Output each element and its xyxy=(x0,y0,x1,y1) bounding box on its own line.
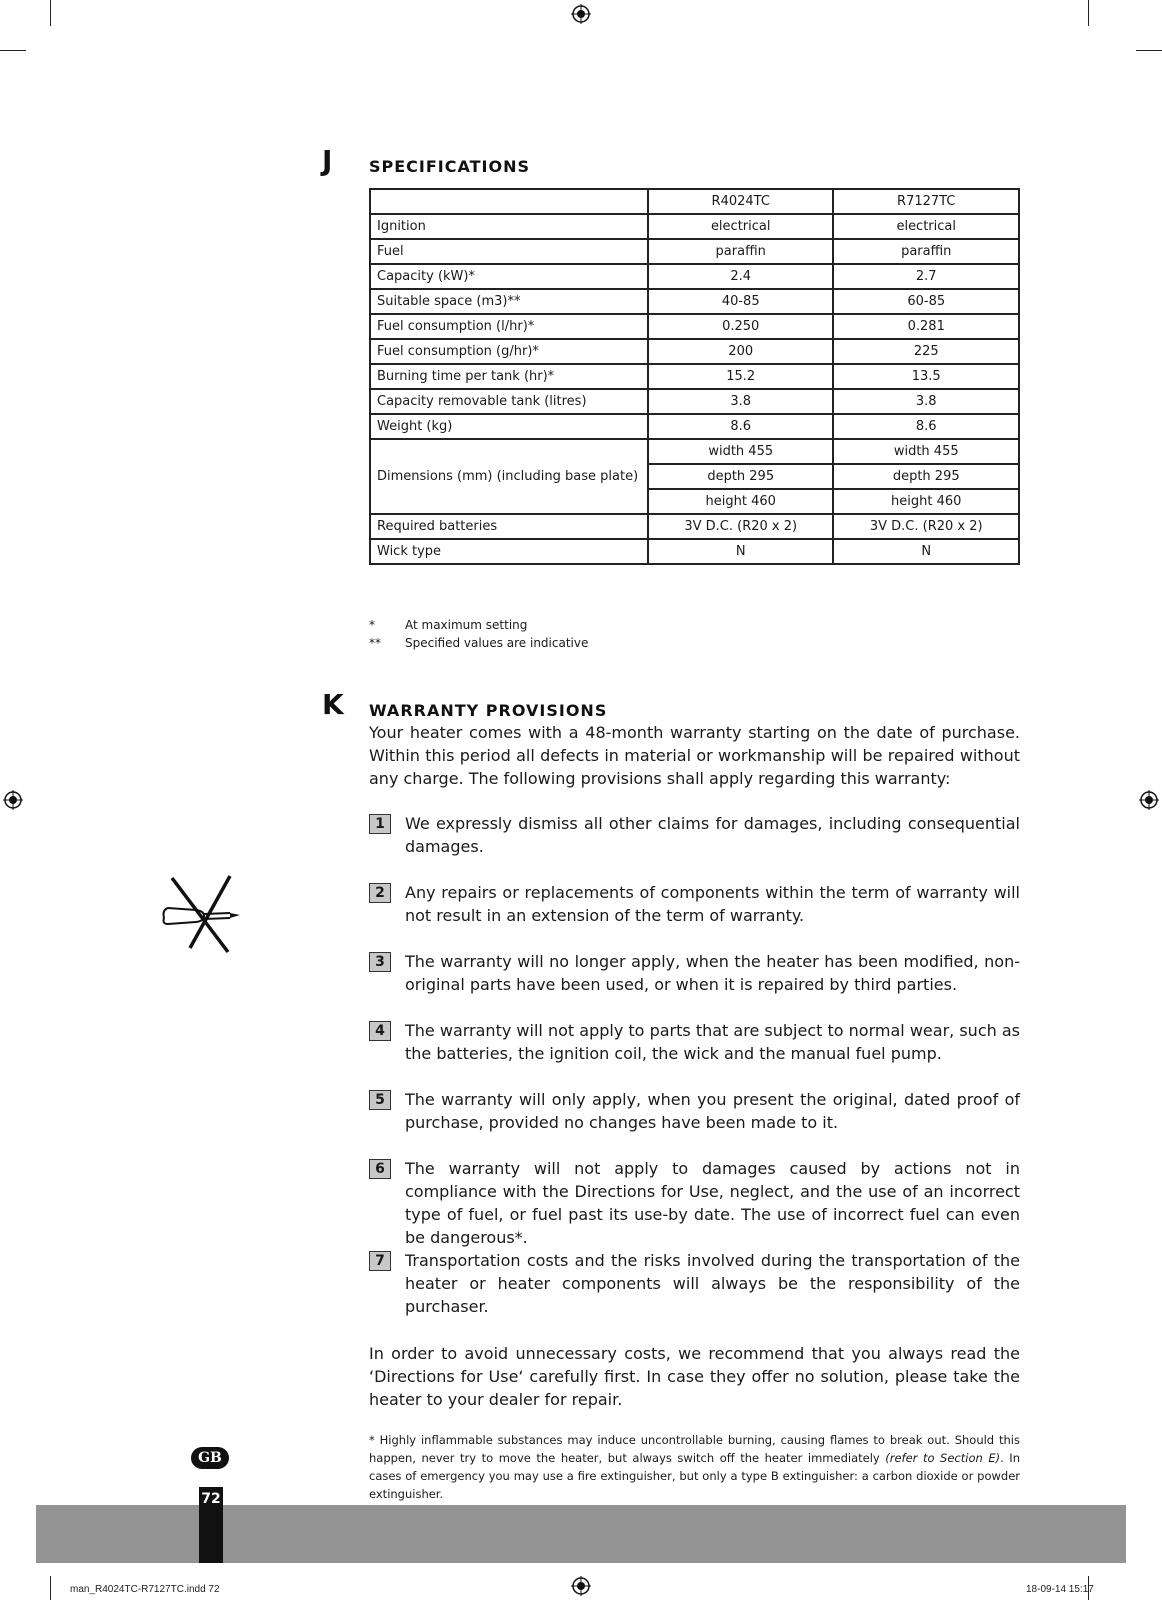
table-cell: N xyxy=(649,540,835,563)
table-cell: 3.8 xyxy=(834,390,1018,415)
footnote-text: . In cases of emergency you may use a fire extinguisher, but only a type B extinguisher: a carbon dioxide or powder extinguisher. xyxy=(369,1451,1020,1501)
crop-mark xyxy=(1136,50,1162,51)
table-row xyxy=(371,240,1018,265)
table-cell-label: Suitable space (m3)** xyxy=(371,290,649,315)
warranty-item-number: 5 xyxy=(369,1090,391,1110)
warranty-item-number: 2 xyxy=(369,883,391,903)
no-tampering-screwdriver-icon xyxy=(160,874,246,954)
warranty-item-number: 6 xyxy=(369,1159,391,1179)
registration-mark-icon xyxy=(3,790,23,810)
table-row xyxy=(371,540,1018,563)
spec-note-mark: * xyxy=(369,618,375,632)
table-cell-label: Weight (kg) xyxy=(371,415,649,440)
warranty-item-text: We expressly dismiss all other claims for damages, including consequential damages. xyxy=(405,814,1020,856)
table-cell: 0.281 xyxy=(834,315,1018,340)
table-header-cell: R7127TC xyxy=(834,190,1018,215)
table-row xyxy=(371,290,1018,315)
table-row xyxy=(371,415,1018,440)
warranty-item-number: 3 xyxy=(369,952,391,972)
table-cell: 8.6 xyxy=(649,415,835,440)
table-cell: height 460 xyxy=(834,490,1018,515)
table-cell: electrical xyxy=(649,215,835,240)
table-header-row xyxy=(371,190,1018,215)
table-row xyxy=(371,340,1018,365)
table-cell-label: Wick type xyxy=(371,540,649,563)
table-cell-label: Dimensions (mm) (including base plate) xyxy=(371,440,649,515)
crop-mark xyxy=(1088,0,1089,26)
table-cell: 2.4 xyxy=(649,265,835,290)
crop-mark xyxy=(50,1576,51,1600)
table-cell: paraffin xyxy=(649,240,835,265)
language-badge: GB xyxy=(191,1447,229,1469)
crop-mark xyxy=(50,0,51,26)
table-cell: depth 295 xyxy=(649,465,835,490)
warranty-item-number: 7 xyxy=(369,1251,391,1271)
table-header-cell xyxy=(371,190,649,215)
table-cell: 3.8 xyxy=(649,390,835,415)
registration-mark-icon xyxy=(1139,790,1159,810)
table-cell-label: Fuel consumption (g/hr)* xyxy=(371,340,649,365)
table-cell: width 455 xyxy=(834,440,1018,465)
footnote-text: * Highly inflammable substances may induce uncontrollable burning, causing flames to break out. Should this happen, never try to move the heater, but always switch off the heater immediately xyxy=(369,1433,1020,1465)
table-cell-label: Fuel xyxy=(371,240,649,265)
table-row xyxy=(371,390,1018,415)
table-cell: 225 xyxy=(834,340,1018,365)
warranty-item-text: Any repairs or replacements of components within the term of warranty will not result in an extension of the term of warranty. xyxy=(405,883,1020,925)
warranty-item-text: The warranty will only apply, when you present the original, dated proof of purchase, provided no changes have been made to it. xyxy=(405,1090,1020,1132)
table-row xyxy=(371,515,1018,540)
section-letter-j: J xyxy=(322,144,333,177)
table-cell: 15.2 xyxy=(649,365,835,390)
table-cell: depth 295 xyxy=(834,465,1018,490)
table-cell: 200 xyxy=(649,340,835,365)
page-number: 72 xyxy=(199,1487,223,1563)
table-header-cell: R4024TC xyxy=(649,190,835,215)
section-title-specifications: SPECIFICATIONS xyxy=(369,157,531,176)
table-cell: width 455 xyxy=(649,440,835,465)
table-cell-label: Burning time per tank (hr)* xyxy=(371,365,649,390)
crop-mark xyxy=(0,50,26,51)
section-letter-k: K xyxy=(322,688,344,721)
table-cell: N xyxy=(921,544,932,559)
table-row xyxy=(371,265,1018,290)
spec-note xyxy=(369,634,588,652)
spec-note xyxy=(369,616,588,634)
table-cell: height 460 xyxy=(649,490,835,515)
table-cell: electrical xyxy=(834,215,1018,240)
spec-note-text: At maximum setting xyxy=(405,618,528,632)
section-title-warranty: WARRANTY PROVISIONS xyxy=(369,701,608,720)
spec-note-text: Specified values are indicative xyxy=(405,636,589,650)
spec-notes xyxy=(369,616,588,652)
table-cell-label: Ignition xyxy=(371,215,649,240)
warranty-footnote xyxy=(369,1431,1020,1503)
table-cell: paraffin xyxy=(834,240,1018,265)
warranty-item-text: Transportation costs and the risks involved during the transportation of the heater or heater components will always be the responsibility of the purchaser. xyxy=(405,1251,1020,1316)
table-row xyxy=(371,365,1018,390)
table-cell: 8.6 xyxy=(834,415,1018,440)
table-cell: 0.250 xyxy=(649,315,835,340)
table-row xyxy=(371,315,1018,340)
warranty-item-text: The warranty will not apply to parts that are subject to normal wear, such as the batteries, the ignition coil, the wick and the manual fuel pump. xyxy=(405,1021,1020,1063)
warranty-item-text: The warranty will no longer apply, when the heater has been modified, non-original parts have been used, or when it is repaired by third parties. xyxy=(405,952,1020,994)
table-cell: 60-85 xyxy=(834,290,1018,315)
table-cell: 2.7 xyxy=(834,265,1018,290)
table-row xyxy=(371,215,1018,240)
table-row xyxy=(371,440,1018,465)
warranty-item-number: 1 xyxy=(369,814,391,834)
warranty-item-number: 4 xyxy=(369,1021,391,1041)
slug-date: 18-09-14 15:17 xyxy=(1026,1584,1094,1595)
warranty-item-text: The warranty will not apply to damages caused by actions not in compliance with the Directions for Use, neglect, and the use of an incorrect type of fuel, or fuel past its use-by date. The use of incorrect fuel can even be dangerous*. xyxy=(405,1159,1020,1247)
table-cell: 13.5 xyxy=(834,365,1018,390)
table-cell: 3V D.C. (R20 x 2) xyxy=(834,515,1018,540)
table-cell: 3V D.C. (R20 x 2) xyxy=(649,515,835,540)
table-cell-label: Fuel consumption (l/hr)* xyxy=(371,315,649,340)
table-cell-label: Capacity removable tank (litres) xyxy=(371,390,649,415)
table-cell-label: Capacity (kW)* xyxy=(371,265,649,290)
table-cell-label: Required batteries xyxy=(371,515,649,540)
spec-note-mark: ** xyxy=(369,636,381,650)
warranty-closing: In order to avoid unnecessary costs, we recommend that you always read the ‘Directions for Use‘ carefully first. In case they offer no solution, please take the heater to your dealer for repair. xyxy=(369,1344,1020,1409)
registration-mark-icon xyxy=(571,1576,591,1596)
warranty-intro: Your heater comes with a 48-month warranty starting on the date of purchase. Within this period all defects in material or workmanship will be repaired without any charge. The following provisions shall apply regarding this warranty: xyxy=(369,723,1020,788)
table-cell: 40-85 xyxy=(649,290,835,315)
specifications-table xyxy=(369,188,1020,565)
registration-mark-icon xyxy=(571,4,591,24)
footnote-reference: (refer to Section E) xyxy=(885,1451,1001,1465)
slug-filename: man_R4024TC-R7127TC.indd 72 xyxy=(70,1584,220,1595)
